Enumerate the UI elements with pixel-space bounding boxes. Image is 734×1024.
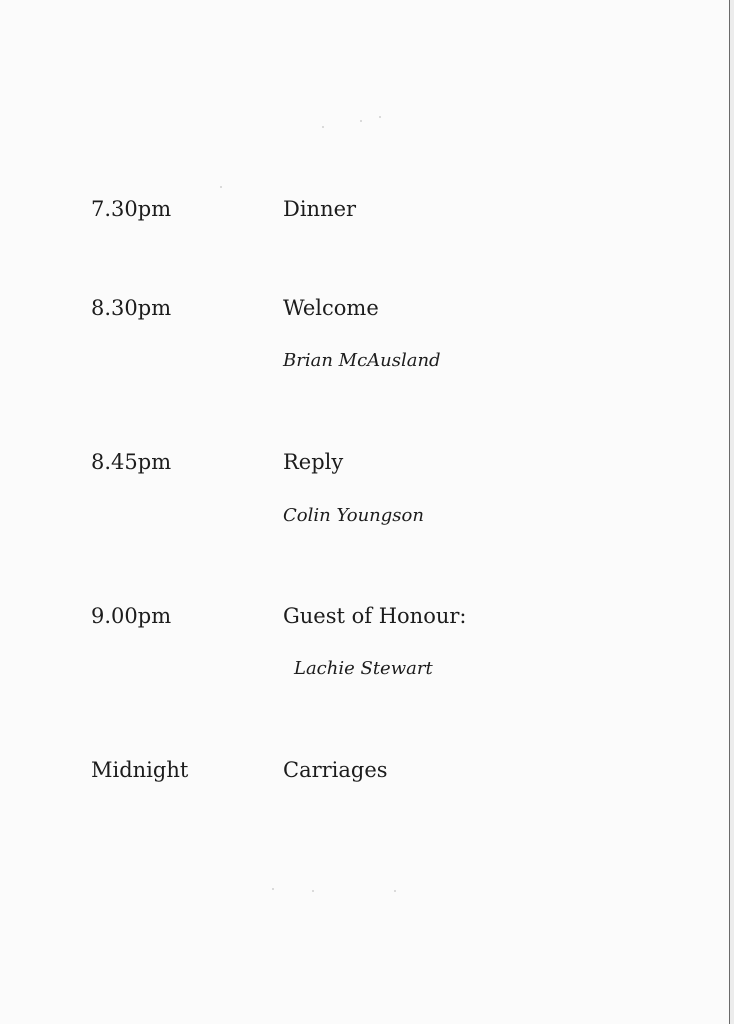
time-reply: 8.45pm — [91, 450, 172, 474]
event-welcome: Welcome — [283, 296, 379, 320]
event-dinner: Dinner — [283, 197, 357, 221]
event-guest-of-honour: Guest of Honour: — [283, 604, 467, 628]
scan-speck — [272, 888, 274, 890]
scan-speck — [379, 116, 381, 118]
speaker-welcome: Brian McAusland — [283, 350, 441, 371]
scan-speck — [312, 890, 314, 892]
event-carriages: Carriages — [283, 758, 388, 782]
speaker-guest-of-honour: Lachie Stewart — [294, 658, 433, 679]
scan-speck — [394, 890, 396, 892]
page-edge-shadow — [730, 0, 734, 1024]
event-reply: Reply — [283, 450, 344, 474]
scan-speck — [322, 126, 324, 128]
scan-speck — [220, 186, 222, 188]
time-carriages: Midnight — [91, 758, 189, 782]
time-dinner: 7.30pm — [91, 197, 172, 221]
speaker-reply: Colin Youngson — [283, 505, 424, 526]
time-guest-of-honour: 9.00pm — [91, 604, 172, 628]
page-edge — [729, 0, 730, 1024]
time-welcome: 8.30pm — [91, 296, 172, 320]
scan-speck — [360, 120, 362, 122]
